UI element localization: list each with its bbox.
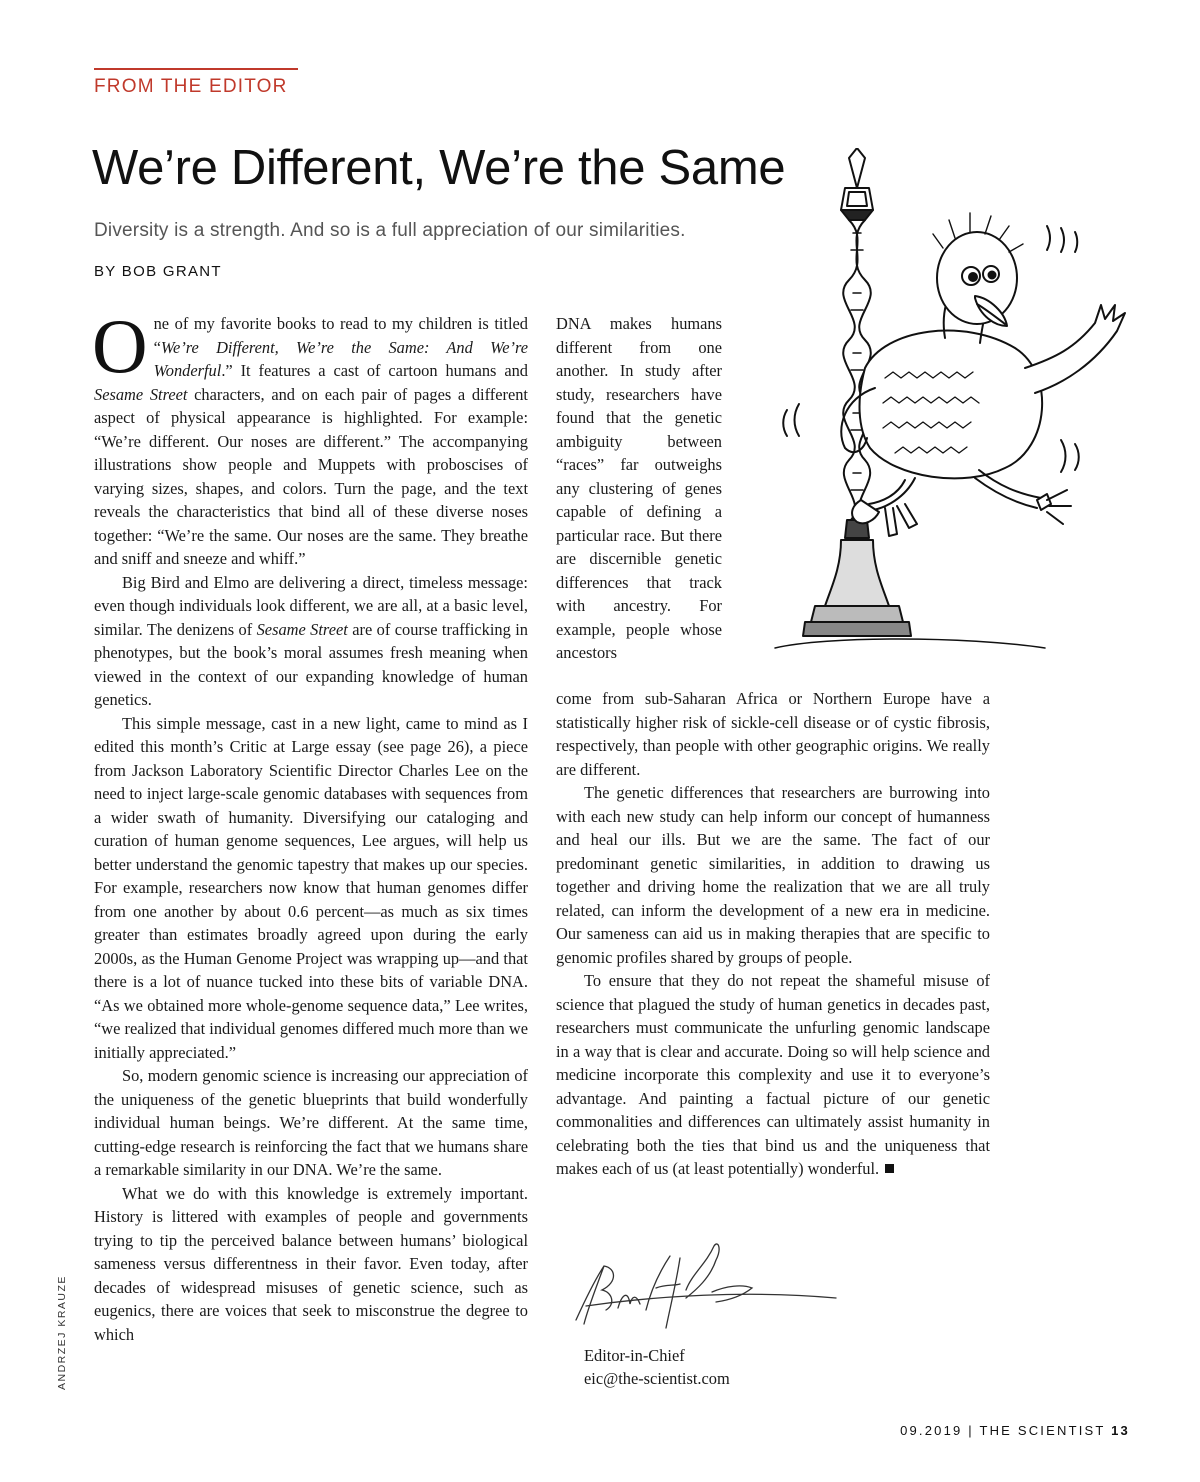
paragraph-1: One of my favorite books to read to my children is titled “We’re Different, We’re the Same: And We’re Wonderful.” It features a cast of cartoon humans and Sesame Street characters, and on each pair of pages a different aspect of physical appearance is highlighted. For example: “We’re different. Our noses are different.” The accompanying illustrations show people and Muppets with proboscises of varying sizes, shapes, and colors. Turn the page, and the text reveals the characteristics that bind all of these diverse noses together: “We’re the same. Our noses are the same. They breathe and sniff and sneeze and whiff.” xyxy=(92,303,528,568)
signoff-title: Editor-in-Chief xyxy=(584,1346,685,1365)
paragraph-5: What we do with this knowledge is extremely important. History is littered with examples of people and governments trying to tip the perceived balance between humans’ biological sameness versus differentness in their favor. Even today, after decades of widespread misuses of genetic science, such as eugenics, there are voices that seek to misconstrue the degree to which xyxy=(94,1183,528,1344)
paragraph-7: To ensure that they do not repeat the shameful misuse of science that plagued the study of human genetics in decades past, researchers must communicate the unfurling genomic landscape in a way that is clear and accurate. Doing so will help science and medicine incorporate this complexity and use it to everyone’s advantage. And painting a factual picture of our genetic commonalities and differences can ultimately assist humanity in celebrating both the ties that bind us and the uniqueness that makes each of us (at least potentially) wonderful. xyxy=(556,971,990,1178)
drop-cap: O xyxy=(92,303,148,389)
paragraph-5-end: come from sub-Saharan Africa or Northern Europe have a statistically higher risk of sickle-cell disease or of cystic fibrosis, respectively, than people with other geographic origins. We really are different. xyxy=(556,689,990,779)
paragraph-2: Big Bird and Elmo are delivering a direct, timeless message: even though individuals look different, we are all, at a basic level, similar. The denizens of Sesame Street are of course trafficking in phenotypes, but the book’s moral assumes fresh meaning when viewed in the context of our expanding knowledge of human genetics. xyxy=(94,572,528,709)
body-column-left xyxy=(92,303,528,1346)
show-title: Sesame Street xyxy=(256,619,348,639)
paragraph-6: The genetic differences that researchers are burrowing into with each new study can help inform our concept of humanness and heal our ills. But we are the same. The fact of our predominant genetic similarities, in addition to drawing us together and driving home the realization that we are all truly related, can inform the development of a new era in medicine. Our sameness can aid us in making therapies that are specific to genomic profiles shared by groups of people. xyxy=(556,783,990,967)
editor-signature xyxy=(566,1238,842,1334)
section-rule xyxy=(94,68,298,70)
byline: BY BOB GRANT xyxy=(94,263,222,280)
page-folio: 09.2019 | THE SCIENTIST 13 xyxy=(900,1423,1130,1438)
article-headline: We’re Different, We’re the Same xyxy=(92,141,786,195)
issue-date: 09.2019 xyxy=(900,1423,963,1438)
body-column-right-wide xyxy=(556,687,990,1181)
paragraph-5-continued: DNA makes humans different from one another. In study after study, researchers have found that the genetic ambiguity between “races” far outweighs any clustering of genes capable of defining a particular race. But there are discernible genetic differences that track with ancestry. For example, people whose ancestors xyxy=(556,314,722,662)
illustration-credit: ANDRZEJ KRAUZE xyxy=(56,1275,68,1390)
show-title: Sesame Street xyxy=(94,384,188,404)
magazine-name: THE SCIENTIST xyxy=(979,1423,1106,1438)
end-mark-icon xyxy=(885,1164,894,1173)
paragraph-3: This simple message, cast in a new light, came to mind as I edited this month’s Critic at Large essay (see page 26), a piece from Jackson Laboratory Scientific Director Charles Lee on the need to inject large-scale genomic databases with sequences from a wider swath of humanity. Diversifying our cataloging and curation of human genome sequences, Lee argues, will help us better understand the genomic tapestry that makes up our species. For example, researchers now know that human genomes differ from one another by about 0.6 percent—as much as six times greater than estimates broadly agreed upon during the early 2000s, as the Human Genome Project was wrapping up—and that there is a lot of nuance tucked into these bits of variable DNA. “As we obtained more whole-genome sequence data,” Lee writes, “we realized that individual genomes differed much more than we initially appreciated.” xyxy=(94,713,528,1062)
section-label: FROM THE EDITOR xyxy=(94,76,288,97)
big-bird-dna-lamppost-illustration xyxy=(765,148,1137,688)
book-title: We’re Different, We’re the Same: And We’re Wonderful xyxy=(153,337,528,380)
article-dek: Diversity is a strength. And so is a full appreciation of our similarities. xyxy=(94,220,686,241)
body-column-right-narrow xyxy=(556,312,722,665)
paragraph-4: So, modern genomic science is increasing our appreciation of the uniqueness of the genetic blueprints that build wonderfully individual human beings. We’re different. At the same time, cutting-edge research is reinforcing the fact that we humans share a remarkable similarity in our DNA. We’re the same. xyxy=(94,1066,528,1179)
signoff-email: eic@the-scientist.com xyxy=(584,1369,730,1388)
page-number: 13 xyxy=(1111,1423,1130,1438)
